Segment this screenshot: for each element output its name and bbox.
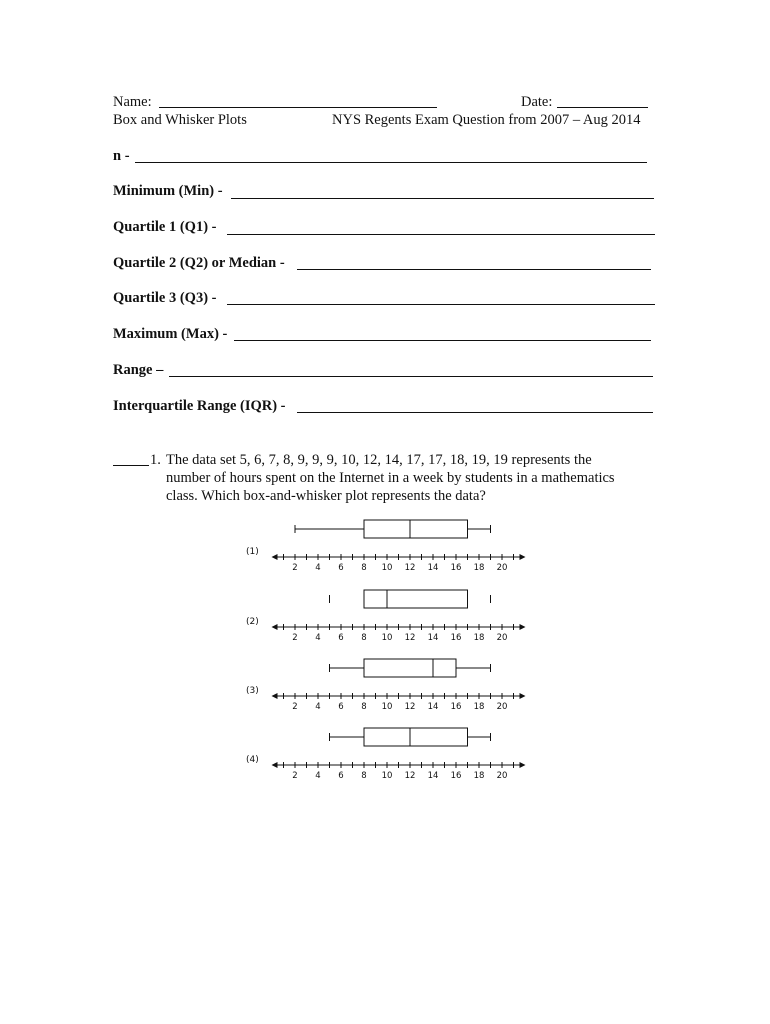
tick-label: 12 bbox=[404, 702, 416, 712]
source-note: NYS Regents Exam Question from 2007 – Aug 2014 bbox=[332, 112, 641, 128]
tick-label: 14 bbox=[427, 563, 439, 573]
tick-label: 8 bbox=[361, 563, 367, 573]
tick-label: 12 bbox=[404, 563, 416, 573]
question-text-line-3: class. Which box-and-whisker plot represents the data? bbox=[166, 488, 486, 504]
field-label: Maximum (Max) - bbox=[113, 326, 228, 342]
field-min bbox=[113, 183, 223, 200]
field-median bbox=[113, 255, 285, 272]
arrow-left-icon bbox=[272, 693, 278, 699]
field-range bbox=[113, 362, 163, 379]
question-number: 1. bbox=[150, 452, 161, 468]
tick-label: 20 bbox=[496, 633, 508, 643]
field-n bbox=[113, 148, 130, 165]
field-q3-blank[interactable] bbox=[227, 304, 655, 305]
question-text-line-1: The data set 5, 6, 7, 8, 9, 9, 9, 10, 12, 14, 17, 17, 18, 19, 19 represents the bbox=[166, 452, 592, 468]
tick-label: 20 bbox=[496, 563, 508, 573]
field-iqr-blank[interactable] bbox=[297, 412, 653, 413]
field-n-blank[interactable] bbox=[135, 162, 647, 163]
arrow-right-icon bbox=[520, 624, 526, 630]
plot-box bbox=[364, 659, 456, 677]
plot-box bbox=[364, 520, 468, 538]
field-median-blank[interactable] bbox=[297, 269, 651, 270]
tick-label: 2 bbox=[292, 563, 298, 573]
tick-label: 18 bbox=[473, 702, 485, 712]
answer-blank[interactable] bbox=[113, 465, 149, 466]
option-label: (2) bbox=[246, 617, 259, 627]
tick-label: 8 bbox=[361, 633, 367, 643]
tick-label: 16 bbox=[450, 771, 462, 781]
tick-label: 6 bbox=[338, 563, 344, 573]
option-label: (4) bbox=[246, 755, 259, 765]
field-label: n - bbox=[113, 148, 130, 164]
arrow-left-icon bbox=[272, 762, 278, 768]
tick-label: 12 bbox=[404, 633, 416, 643]
name-label: Name: bbox=[113, 94, 152, 110]
question-text-line-2: number of hours spent on the Internet in a week by students in a mathematics bbox=[166, 470, 615, 486]
tick-label: 18 bbox=[473, 633, 485, 643]
field-label: Quartile 2 (Q2) or Median - bbox=[113, 255, 285, 271]
tick-label: 6 bbox=[338, 702, 344, 712]
tick-label: 18 bbox=[473, 563, 485, 573]
arrow-right-icon bbox=[520, 554, 526, 560]
field-label: Interquartile Range (IQR) - bbox=[113, 398, 286, 414]
tick-label: 16 bbox=[450, 563, 462, 573]
field-label: Minimum (Min) - bbox=[113, 183, 223, 199]
box-plot-options bbox=[240, 515, 540, 785]
option-label: (3) bbox=[246, 686, 259, 696]
field-q1-blank[interactable] bbox=[227, 234, 655, 235]
tick-label: 4 bbox=[315, 771, 321, 781]
plot-box bbox=[364, 728, 468, 746]
tick-label: 10 bbox=[381, 702, 393, 712]
field-label: Range – bbox=[113, 362, 164, 378]
plot-box bbox=[364, 590, 468, 608]
arrow-right-icon bbox=[520, 762, 526, 768]
arrow-left-icon bbox=[272, 624, 278, 630]
option-label: (1) bbox=[246, 547, 259, 557]
tick-label: 2 bbox=[292, 771, 298, 781]
arrow-right-icon bbox=[520, 693, 526, 699]
field-q1 bbox=[113, 219, 217, 236]
date-blank[interactable] bbox=[557, 107, 648, 108]
tick-label: 8 bbox=[361, 771, 367, 781]
field-iqr bbox=[113, 398, 286, 415]
tick-label: 2 bbox=[292, 702, 298, 712]
field-min-blank[interactable] bbox=[231, 198, 654, 199]
field-label: Quartile 3 (Q3) - bbox=[113, 290, 217, 306]
tick-label: 10 bbox=[381, 563, 393, 573]
tick-label: 4 bbox=[315, 563, 321, 573]
tick-label: 4 bbox=[315, 633, 321, 643]
tick-label: 10 bbox=[381, 633, 393, 643]
tick-label: 6 bbox=[338, 771, 344, 781]
field-q3 bbox=[113, 290, 217, 307]
date-label: Date: bbox=[521, 94, 553, 110]
tick-label: 8 bbox=[361, 702, 367, 712]
field-label: Quartile 1 (Q1) - bbox=[113, 219, 217, 235]
arrow-left-icon bbox=[272, 554, 278, 560]
field-max bbox=[113, 326, 227, 343]
field-max-blank[interactable] bbox=[234, 340, 651, 341]
tick-label: 2 bbox=[292, 633, 298, 643]
tick-label: 20 bbox=[496, 702, 508, 712]
name-blank[interactable] bbox=[159, 107, 437, 108]
tick-label: 16 bbox=[450, 702, 462, 712]
tick-label: 10 bbox=[381, 771, 393, 781]
tick-label: 14 bbox=[427, 771, 439, 781]
tick-label: 14 bbox=[427, 702, 439, 712]
worksheet-title: Box and Whisker Plots bbox=[113, 112, 247, 128]
field-range-blank[interactable] bbox=[169, 376, 653, 377]
tick-label: 16 bbox=[450, 633, 462, 643]
tick-label: 18 bbox=[473, 771, 485, 781]
tick-label: 6 bbox=[338, 633, 344, 643]
tick-label: 12 bbox=[404, 771, 416, 781]
tick-label: 4 bbox=[315, 702, 321, 712]
tick-label: 14 bbox=[427, 633, 439, 643]
tick-label: 20 bbox=[496, 771, 508, 781]
